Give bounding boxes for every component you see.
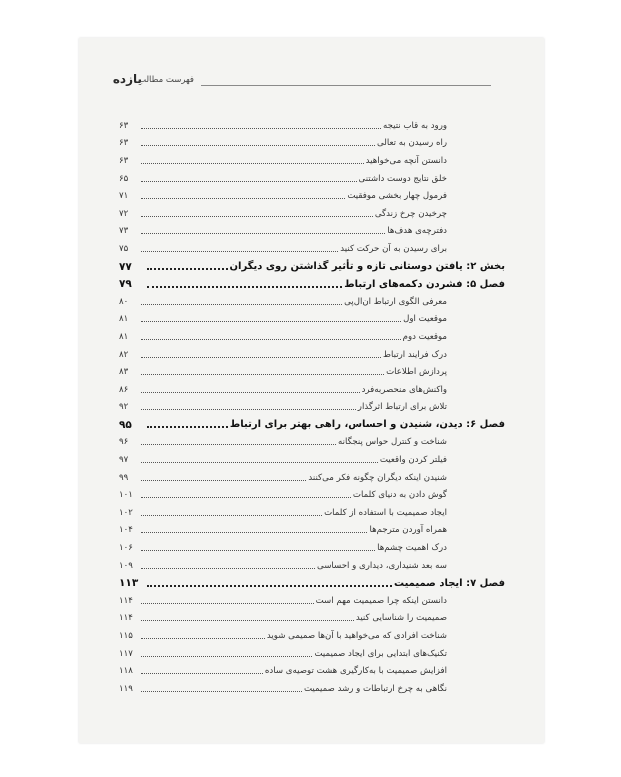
- dot-leader: [141, 400, 356, 410]
- toc-entry-title: نگاهی به چرخ ارتباطات و رشد صمیمیت: [303, 683, 447, 694]
- toc-entry-title: شناخت و کنترل حواس پنجگانه: [337, 437, 447, 448]
- toc-entry-row: [119, 381, 505, 399]
- dot-leader: [141, 242, 338, 252]
- toc-entry-row: [119, 662, 505, 680]
- dot-leader: [141, 611, 354, 621]
- toc-page-number: ۶۳: [119, 120, 129, 131]
- dot-leader: [141, 682, 302, 692]
- toc-entry-row: [119, 504, 505, 522]
- dot-leader: [147, 259, 228, 270]
- dot-leader: [141, 629, 265, 639]
- toc-entry-title: راه رسیدن به تعالی: [377, 138, 447, 149]
- dot-leader: [141, 312, 401, 322]
- dot-leader: [147, 417, 228, 428]
- toc-entry-title: درک فرایند ارتباط: [383, 349, 447, 360]
- toc-entry-row: [119, 311, 505, 329]
- toc-entry-title: ورود به قاب نتیجه: [382, 120, 447, 131]
- toc-entry-title: تکنیک‌های ابتدایی برای ایجاد صمیمیت: [314, 648, 447, 659]
- toc-page-number: ۶۵: [119, 173, 129, 184]
- toc-entry-row: [119, 680, 505, 698]
- toc-entry-title: واکنش‌های منحصربه‌فرد: [361, 384, 447, 395]
- toc-entry-row: [119, 522, 505, 540]
- toc-entry-row: [119, 451, 505, 469]
- toc-entry-title: صمیمیت را شناسایی کنید: [355, 613, 447, 624]
- dot-leader: [141, 523, 367, 533]
- toc-entry-title: خلق نتایج دوست داشتنی: [358, 173, 447, 184]
- toc-entry-title: فصل ۵: فشردن دکمه‌های ارتباط: [344, 278, 505, 290]
- toc-page-number: ۸۰: [119, 296, 129, 307]
- toc-entry-row: [119, 135, 505, 153]
- toc-chapter-row: [119, 275, 505, 293]
- toc-entry-row: [119, 205, 505, 223]
- toc-page-number: ۷۲: [119, 208, 129, 219]
- dot-leader: [141, 541, 375, 551]
- toc-page-number: ۷۹: [119, 278, 132, 291]
- toc-entry-row: [119, 469, 505, 487]
- book-page: [79, 38, 544, 743]
- toc-entry-title: موقعیت اول: [403, 314, 447, 325]
- toc-entry-row: [119, 223, 505, 241]
- toc-page-number: ۷۷: [119, 260, 132, 273]
- dot-leader: [141, 383, 360, 393]
- toc-page-number: ۱۰۱: [119, 490, 133, 501]
- page-header: [79, 72, 544, 92]
- toc-entry-row: [119, 557, 505, 575]
- toc-page-number: ۹۲: [119, 402, 129, 413]
- dot-leader: [141, 119, 381, 129]
- dot-leader: [141, 172, 357, 182]
- toc-entry-title: فصل ۷: ایجاد صمیمیت: [394, 577, 505, 589]
- toc-chapter-row: [119, 574, 505, 592]
- toc-page-number: ۶۳: [119, 155, 129, 166]
- dot-leader: [141, 594, 314, 604]
- dot-leader: [141, 664, 263, 674]
- toc-page-number: ۱۱۷: [119, 648, 133, 659]
- toc-entry-row: [119, 293, 505, 311]
- toc-page-number: ۸۱: [119, 314, 129, 325]
- dot-leader: [141, 453, 378, 463]
- toc-page-number: ۱۰۴: [119, 525, 133, 536]
- toc-page-number: ۹۷: [119, 455, 129, 466]
- dot-leader: [141, 207, 373, 217]
- dot-leader: [141, 647, 312, 657]
- toc-entry-title: موقعیت دوم: [402, 331, 447, 342]
- dot-leader: [141, 154, 364, 164]
- toc-page-number: ۸۲: [119, 349, 129, 360]
- toc-entry-row: [119, 610, 505, 628]
- toc-entry-row: [119, 486, 505, 504]
- toc-entry-title: بخش ۲: یافتن دوستانی تازه و تأثیر گذاشتن روی دیگران: [229, 261, 505, 273]
- toc-entry-title: تلاش برای ارتباط اثرگذار: [357, 402, 447, 413]
- toc-entry-title: ایجاد صمیمیت با استفاده از کلمات: [324, 507, 447, 518]
- toc-entry-title: همراه آوردن مترجم‌ها: [369, 525, 447, 536]
- dot-leader: [141, 435, 336, 445]
- dot-leader: [141, 189, 345, 199]
- toc-entry-title: دانستن اینکه چرا صمیمیت مهم است: [315, 595, 447, 606]
- toc-entry-title: پردازش اطلاعات: [386, 367, 447, 378]
- dot-leader: [141, 488, 351, 498]
- toc-entry-title: فرمول چهار بخشی موفقیت: [347, 191, 447, 202]
- toc-entry-title: معرفی الگوی ارتباط ان‌ال‌پی: [344, 296, 447, 307]
- toc-page-number: ۷۱: [119, 191, 129, 202]
- toc-entry-title: فصل ۶: دیدن، شنیدن و احساس، راهی بهتر برای ارتباط: [229, 419, 505, 431]
- toc-entry-row: [119, 240, 505, 258]
- toc-entry-row: [119, 187, 505, 205]
- toc-page-number: ۱۱۵: [119, 631, 133, 642]
- dot-leader: [141, 471, 306, 481]
- toc-entry-title: فیلتر کردن واقعیت: [379, 455, 447, 466]
- toc-entry-title: چرخیدن چرخ زندگی: [374, 208, 447, 219]
- toc-chapter-row: [119, 258, 505, 276]
- toc-page-number: ۱۰۲: [119, 507, 133, 518]
- toc-page-number: ۱۱۴: [119, 595, 133, 606]
- toc-page-number: ۹۹: [119, 472, 129, 483]
- toc-entry-title: برای رسیدن به آن حرکت کنید: [340, 243, 447, 254]
- dot-leader: [141, 348, 381, 358]
- toc-entry-row: [119, 152, 505, 170]
- toc-page-number: ۶۳: [119, 138, 129, 149]
- page-number-word: یازده: [112, 72, 142, 86]
- toc-entry-title: شناخت افرادی که می‌خواهید با آن‌ها صمیمی شوید: [266, 631, 447, 642]
- toc-entry-title: گوش دادن به دنیای کلمات: [352, 490, 447, 501]
- toc-entry-row: [119, 170, 505, 188]
- toc-page-number: ۸۱: [119, 331, 129, 342]
- toc-entry-row: [119, 363, 505, 381]
- section-title: فهرست مطالب: [138, 75, 194, 85]
- toc-page-number: ۱۱۹: [119, 683, 133, 694]
- toc-entry-row: [119, 539, 505, 557]
- toc-entry-title: دانستن آنچه می‌خواهید: [365, 155, 447, 166]
- toc-entry-row: [119, 346, 505, 364]
- toc-entry-row: [119, 117, 505, 135]
- toc-entry-title: افزایش صمیمیت با به‌کارگیری هشت توصیه‌ی ساده: [264, 666, 447, 677]
- dot-leader: [141, 365, 384, 375]
- toc-entry-row: [119, 645, 505, 663]
- dot-leader: [141, 559, 315, 569]
- toc-entry-title: دفترچه‌ی هدف‌ها: [387, 226, 447, 237]
- toc-page-number: ۹۶: [119, 437, 129, 448]
- toc-page-number: ۱۱۴: [119, 613, 133, 624]
- toc-entry-title: شنیدن اینکه دیگران چگونه فکر می‌کنند: [308, 472, 447, 483]
- dot-leader: [141, 136, 375, 146]
- dot-leader: [147, 576, 392, 587]
- toc-page-number: ۱۱۳: [119, 577, 139, 590]
- toc-page-number: ۷۵: [119, 243, 129, 254]
- toc-entry-row: [119, 627, 505, 645]
- toc-page-number: ۱۱۸: [119, 666, 133, 677]
- toc-page-number: ۸۳: [119, 367, 129, 378]
- toc-entry-row: [119, 592, 505, 610]
- toc-page-number: ۱۰۹: [119, 560, 133, 571]
- toc-page-number: ۹۵: [119, 418, 132, 431]
- header-rule: [201, 85, 491, 86]
- toc-entry-row: [119, 434, 505, 452]
- dot-leader: [141, 506, 322, 516]
- toc-page-number: ۸۶: [119, 384, 129, 395]
- dot-leader: [141, 330, 401, 340]
- toc-chapter-row: [119, 416, 505, 434]
- toc-entry-row: [119, 328, 505, 346]
- toc-page-number: ۷۳: [119, 226, 129, 237]
- toc-entry-row: [119, 399, 505, 417]
- dot-leader: [141, 295, 342, 305]
- toc-entry-title: سه بعد شنیداری، دیداری و احساسی: [317, 560, 447, 571]
- table-of-contents: [119, 117, 505, 698]
- dot-leader: [141, 224, 385, 234]
- toc-entry-title: درک اهمیت چشم‌ها: [377, 543, 447, 554]
- dot-leader: [147, 277, 342, 288]
- toc-page-number: ۱۰۶: [119, 543, 133, 554]
